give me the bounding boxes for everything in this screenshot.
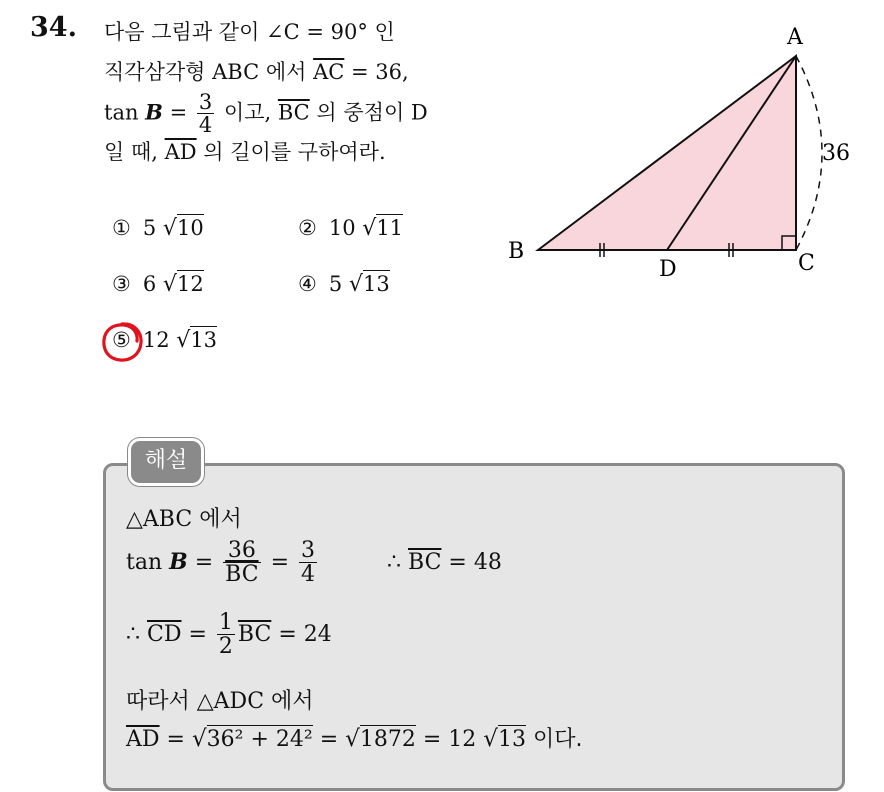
segment-bc: $\overline{BC}$	[237, 622, 272, 647]
choice-4-coef: 5	[328, 272, 343, 296]
segment-bc: $\overline{BC}$	[408, 550, 442, 575]
tan-text: tan	[104, 100, 146, 125]
choice-3-radicand: 12	[176, 272, 204, 296]
solution-line-5-tail: 이다.	[526, 727, 583, 752]
label-b: B	[508, 239, 525, 264]
choice-3[interactable]	[112, 272, 204, 297]
solution-line-1-tail: 에서	[192, 507, 242, 532]
label-d: D	[659, 257, 677, 282]
answer-circle-mark	[100, 320, 144, 364]
label-a: A	[787, 25, 803, 50]
choice-4[interactable]	[298, 272, 390, 297]
numerator: 3	[301, 538, 315, 563]
choice-1-coef: 5	[142, 216, 157, 240]
triangle-fill	[538, 56, 796, 250]
choice-3-mark: ③	[112, 272, 131, 296]
question-line-1	[104, 12, 484, 52]
solution-line-1	[126, 502, 242, 533]
solution-line-4-tail: 에서	[264, 689, 314, 714]
choice-3-coef: 6	[142, 272, 157, 296]
numerator: 1	[218, 610, 233, 635]
choice-5-mark: ⑤	[112, 328, 131, 352]
equals: =	[263, 550, 296, 575]
sqrt-1872: √1872	[345, 726, 416, 752]
radicand-sum: 36² + 24²	[206, 727, 313, 752]
equals-12: = 12	[415, 727, 484, 752]
question-line-4	[104, 132, 484, 172]
denominator: 4	[198, 113, 213, 137]
choice-2-mark: ②	[298, 216, 317, 240]
equals: =	[162, 100, 194, 125]
solution-line-5	[126, 722, 583, 753]
angle-b: B	[145, 99, 163, 125]
tan-text: tan	[126, 550, 170, 575]
choice-2[interactable]	[298, 216, 403, 241]
choice-5-coef: 12	[142, 328, 170, 352]
question-line-2-tail: = 36,	[344, 60, 409, 84]
result-24: = 24	[271, 622, 332, 647]
triangle-figure	[496, 20, 866, 300]
triangle-abc: △ABC	[126, 507, 193, 532]
dashed-arc-36	[796, 56, 822, 250]
question-line-3-tail: 의 중점이 D	[309, 100, 428, 125]
choice-4-radicand: 13	[362, 272, 390, 296]
question-line-2-text: 직각삼각형 ABC 에서	[104, 60, 314, 84]
numerator: 3	[198, 90, 213, 114]
equals: =	[159, 727, 192, 752]
result-48: = 48	[441, 550, 502, 575]
segment-ad: $\overline{AD}$	[126, 727, 160, 752]
fraction-1-2	[217, 612, 235, 658]
choice-1-sqrt: √10	[162, 216, 204, 241]
segment-ad: $\overline{AD}$	[164, 140, 197, 164]
solution-line-3	[126, 612, 332, 658]
choice-2-radicand: 11	[376, 216, 404, 240]
choice-2-coef: 10	[328, 216, 356, 240]
question-line-3-mid: 이고,	[217, 100, 278, 125]
therefore: ∴	[126, 622, 147, 647]
question-line-4-text: 일 때,	[104, 140, 165, 164]
solution-tab: 해설	[128, 438, 204, 486]
therefore: ∴	[387, 550, 408, 575]
sqrt-13: √13	[483, 726, 526, 752]
solution-line-4	[126, 684, 314, 715]
choice-5-sqrt: √13	[176, 328, 218, 353]
solution-line-2	[126, 540, 502, 586]
numerator: 36	[227, 538, 256, 563]
segment-cd: $\overline{CD}$	[147, 622, 182, 647]
question-number: 34.	[30, 12, 77, 43]
equals: =	[181, 622, 214, 647]
fraction-3-4	[299, 540, 317, 586]
solution-line-4-head: 따라서	[126, 689, 197, 714]
choice-1-mark: ①	[112, 216, 131, 240]
choice-4-sqrt: √13	[348, 272, 390, 297]
choice-1-radicand: 10	[176, 216, 204, 240]
radicand-1872: 1872	[359, 727, 416, 752]
fraction-36-bc	[223, 540, 260, 586]
segment-ac: $\overline{AC}$	[313, 60, 345, 84]
denominator: 4	[301, 562, 315, 587]
choice-5-radicand: 13	[190, 328, 218, 352]
choice-3-sqrt: √12	[162, 272, 204, 297]
choice-1[interactable]	[112, 216, 204, 241]
equals: =	[187, 550, 221, 575]
radicand-13: 13	[498, 727, 526, 752]
question-line-4-tail: 의 길이를 구하여라.	[196, 140, 386, 164]
denominator: 2	[218, 634, 233, 659]
equals: =	[312, 727, 346, 752]
segment-bc: $\overline{BC}$	[277, 100, 310, 125]
label-c: C	[798, 251, 815, 276]
choice-2-sqrt: √11	[362, 216, 404, 241]
question-line-1-text: 다음 그림과 같이 ∠C = 90° 인	[104, 20, 395, 44]
sqrt-sum: √36² + 24²	[191, 726, 313, 752]
fraction-3-4	[197, 92, 214, 136]
denominator: BC	[225, 562, 259, 587]
label-36: 36	[822, 141, 850, 166]
question-text	[104, 12, 484, 194]
question-line-2	[104, 52, 484, 92]
triangle-adc: △ADC	[196, 689, 265, 714]
angle-b: B	[169, 549, 188, 575]
choice-4-mark: ④	[298, 272, 317, 296]
